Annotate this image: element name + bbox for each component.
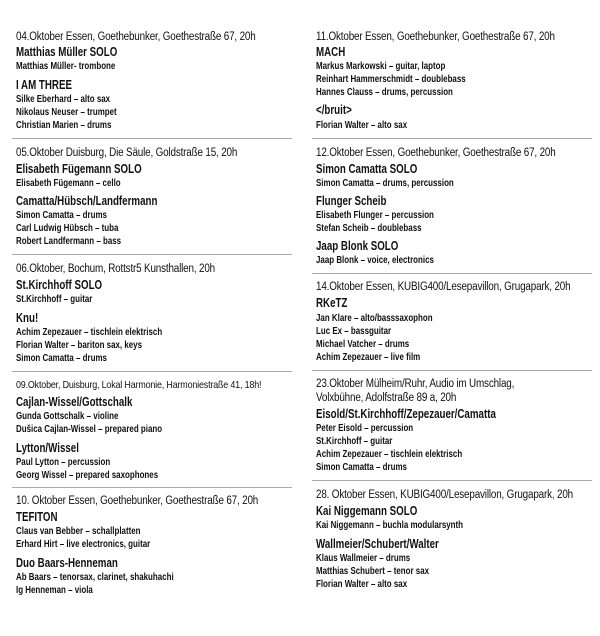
act-title: Wallmeier/Schubert/Walter <box>316 537 439 551</box>
member-line: Matthias Schubert – tenor sax <box>316 566 430 577</box>
act-title: Lytton/Wissel <box>16 441 79 455</box>
member-line: Achim Zepezauer – live film <box>316 352 421 363</box>
member-line: Robert Landfermann – bass <box>16 236 122 247</box>
member-line: St.Kirchhoff – guitar <box>16 294 93 305</box>
divider <box>312 370 592 371</box>
event-date: 09.Oktober, Duisburg, Lokal Harmonie, Harmoniestraße 41, 18h! <box>16 380 262 391</box>
member-line: Reinhart Hammerschmidt – doublebass <box>316 74 466 85</box>
divider <box>312 138 592 139</box>
member-line: Christian Marien – drums <box>16 120 112 131</box>
event-date: 06.Oktober, Bochum, Rottstr5 Kunsthallen, 20h <box>16 263 215 275</box>
member-line: Achim Zepezauer – tischlein elektrisch <box>16 327 163 338</box>
act-title: TEFITON <box>16 510 58 524</box>
member-line: Jan Klare – alto/basssaxophon <box>316 313 433 324</box>
member-line: Elisabeth Flunger – percussion <box>316 210 434 221</box>
event-date: 11.Oktober Essen, Goethebunker, Goethestraße 67, 20h <box>316 31 555 43</box>
event-date: 12.Oktober Essen, Goethebunker, Goethestraße 67, 20h <box>316 147 556 159</box>
divider <box>312 273 592 274</box>
member-line: Nikolaus Neuser – trumpet <box>16 107 117 118</box>
event-date: 23.Oktober Mülheim/Ruhr, Audio im Umschlag, <box>316 378 515 390</box>
member-line: Luc Ex – bassguitar <box>316 326 392 337</box>
event-date: 10. Oktober Essen, Goethebunker, Goethestraße 67, 20h <box>16 495 259 507</box>
act-title: Matthias Müller SOLO <box>16 45 118 59</box>
member-line: Carl Ludwig Hübsch – tuba <box>16 223 119 234</box>
act-title: Jaap Blonk SOLO <box>316 239 399 253</box>
act-title: Simon Camatta SOLO <box>316 162 418 176</box>
member-line: Jaap Blonk – voice, electronics <box>316 255 434 266</box>
act-title: Camatta/Hübsch/Landfermann <box>16 194 158 208</box>
member-line: Markus Markowski – guitar, laptop <box>316 61 446 72</box>
divider <box>12 371 292 372</box>
act-title: RKeTZ <box>316 296 348 310</box>
divider <box>12 138 292 139</box>
act-title: MACH <box>316 45 346 59</box>
member-line: Dušica Cajlan-Wissel – prepared piano <box>16 424 163 435</box>
event-date: 05.Oktober Duisburg, Die Säule, Goldstraße 15, 20h <box>16 147 238 159</box>
member-line: Simon Camatta – drums <box>316 462 407 473</box>
divider <box>12 254 292 255</box>
act-title: </bruit> <box>316 103 352 117</box>
act-title: Duo Baars-Henneman <box>16 556 118 570</box>
member-line: St.Kirchhoff – guitar <box>316 436 393 447</box>
member-line: Ab Baars – tenorsax, clarinet, shakuhachi <box>16 572 174 583</box>
member-line: Gunda Gottschalk – violine <box>16 411 119 422</box>
member-line: Hannes Clauss – drums, percussion <box>316 87 453 98</box>
member-line: Simon Camatta – drums, percussion <box>316 178 454 189</box>
member-line: Stefan Scheib – doublebass <box>316 223 422 234</box>
divider <box>312 480 592 481</box>
act-title: Flunger Scheib <box>316 194 387 208</box>
member-line: Achim Zepezauer – tischlein elektrisch <box>316 449 463 460</box>
member-line: Florian Walter – bariton sax, keys <box>16 340 143 351</box>
member-line: Florian Walter – alto sax <box>316 120 408 131</box>
member-line: Georg Wissel – prepared saxophones <box>16 470 159 481</box>
member-line: Klaus Wallmeier – drums <box>316 553 411 564</box>
member-line: Simon Camatta – drums <box>16 353 107 364</box>
member-line: Erhard Hirt – live electronics, guitar <box>16 539 151 550</box>
act-title: Kai Niggemann SOLO <box>316 504 418 518</box>
member-line: Ig Henneman – viola <box>16 585 93 596</box>
event-date: 28. Oktober Essen, KUBIG400/Lesepavillon, Grugapark, 20h <box>316 489 574 501</box>
act-title: Knu! <box>16 311 39 325</box>
member-line: Michael Vatcher – drums <box>316 339 410 350</box>
event-date: 14.Oktober Essen, KUBIG400/Lesepavillon, Grugapark, 20h <box>316 281 571 293</box>
event-venue-line: Volxbühne, Adolfstraße 89 a, 20h <box>316 392 457 404</box>
member-line: Matthias Müller- trombone <box>16 61 116 72</box>
member-line: Claus van Bebber – schallplatten <box>16 526 141 537</box>
member-line: Paul Lytton – percussion <box>16 457 111 468</box>
member-line: Peter Eisold – percussion <box>316 423 414 434</box>
member-line: Simon Camatta – drums <box>16 210 107 221</box>
act-title: Eisold/St.Kirchhoff/Zepezauer/Camatta <box>316 407 496 421</box>
member-line: Elisabeth Fügemann – cello <box>16 178 121 189</box>
act-title: St.Kirchhoff SOLO <box>16 278 103 292</box>
act-title: I AM THREE <box>16 78 72 92</box>
event-date: 04.Oktober Essen, Goethebunker, Goethestraße 67, 20h <box>16 31 256 43</box>
act-title: Cajlan-Wissel/Gottschalk <box>16 395 133 409</box>
divider <box>12 487 292 488</box>
member-line: Florian Walter – alto sax <box>316 579 408 590</box>
act-title: Elisabeth Fügemann SOLO <box>16 162 142 176</box>
member-line: Silke Eberhard – alto sax <box>16 94 111 105</box>
member-line: Kai Niggemann – buchla modularsynth <box>316 520 464 531</box>
